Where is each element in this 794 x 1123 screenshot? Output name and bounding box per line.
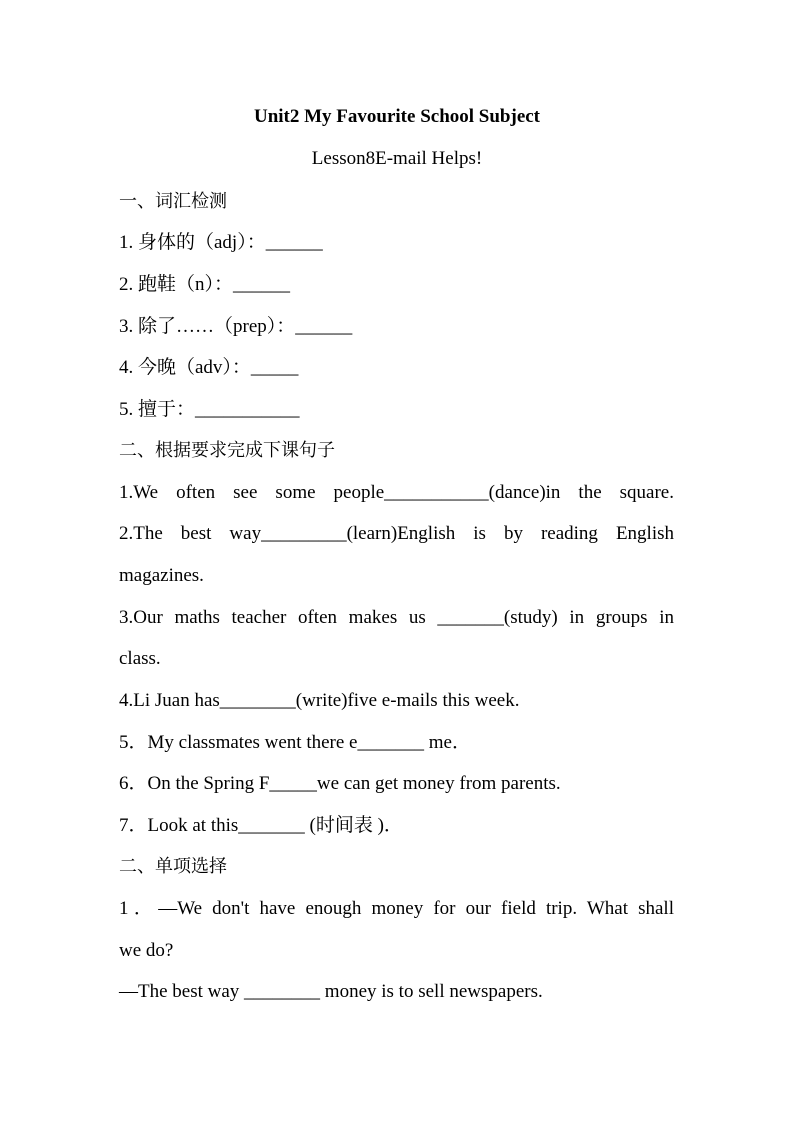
section-heading-vocab: 一、词汇检测 [119,191,227,212]
section-heading-choice: 二、单项选择 [119,856,227,877]
sentence-item-2-line-1: 2.The best way_________(learn)English is by reading English [119,523,674,544]
section-heading-sentences: 二、根据要求完成下课句子 [119,440,335,461]
lesson-subtitle: Lesson8E-mail Helps! [311,148,483,169]
vocab-item-3: 3. 除了……（prep）：______ [119,316,353,337]
sentence-item-3-line-1: 3.Our maths teacher often makes us _______(study) in groups in [119,607,674,628]
sentence-item-7: 7．Look at this_______ (时间表 )． [119,815,403,836]
sentence-item-2-line-2: magazines. [119,565,204,586]
vocab-item-2: 2. 跑鞋（n）：______ [119,274,291,295]
sentence-item-1: 1.We often see some people___________(dance)in the square. [119,482,674,503]
vocab-item-5: 5. 擅于：___________ [119,399,300,420]
sentence-item-4: 4.Li Juan has________(write)five e-mails this week. [119,690,520,711]
vocab-item-4: 4. 今晚（adv）：_____ [119,357,299,378]
choice-item-1-line-2: we do? [119,940,174,961]
choice-item-1-line-3: —The best way ________ money is to sell newspapers. [119,981,543,1002]
choice-item-1-line-1: 1．—We don't have enough money for our field trip. What shall [119,898,674,919]
sentence-item-5: 5．My classmates went there e_______ me． [119,732,471,753]
page-title: Unit2 My Favourite School Subject [253,106,541,127]
sentence-item-3-line-2: class. [119,648,161,669]
vocab-item-1: 1. 身体的（adj）：______ [119,232,323,253]
sentence-item-6: 6．On the Spring F_____we can get money from parents. [119,773,561,794]
